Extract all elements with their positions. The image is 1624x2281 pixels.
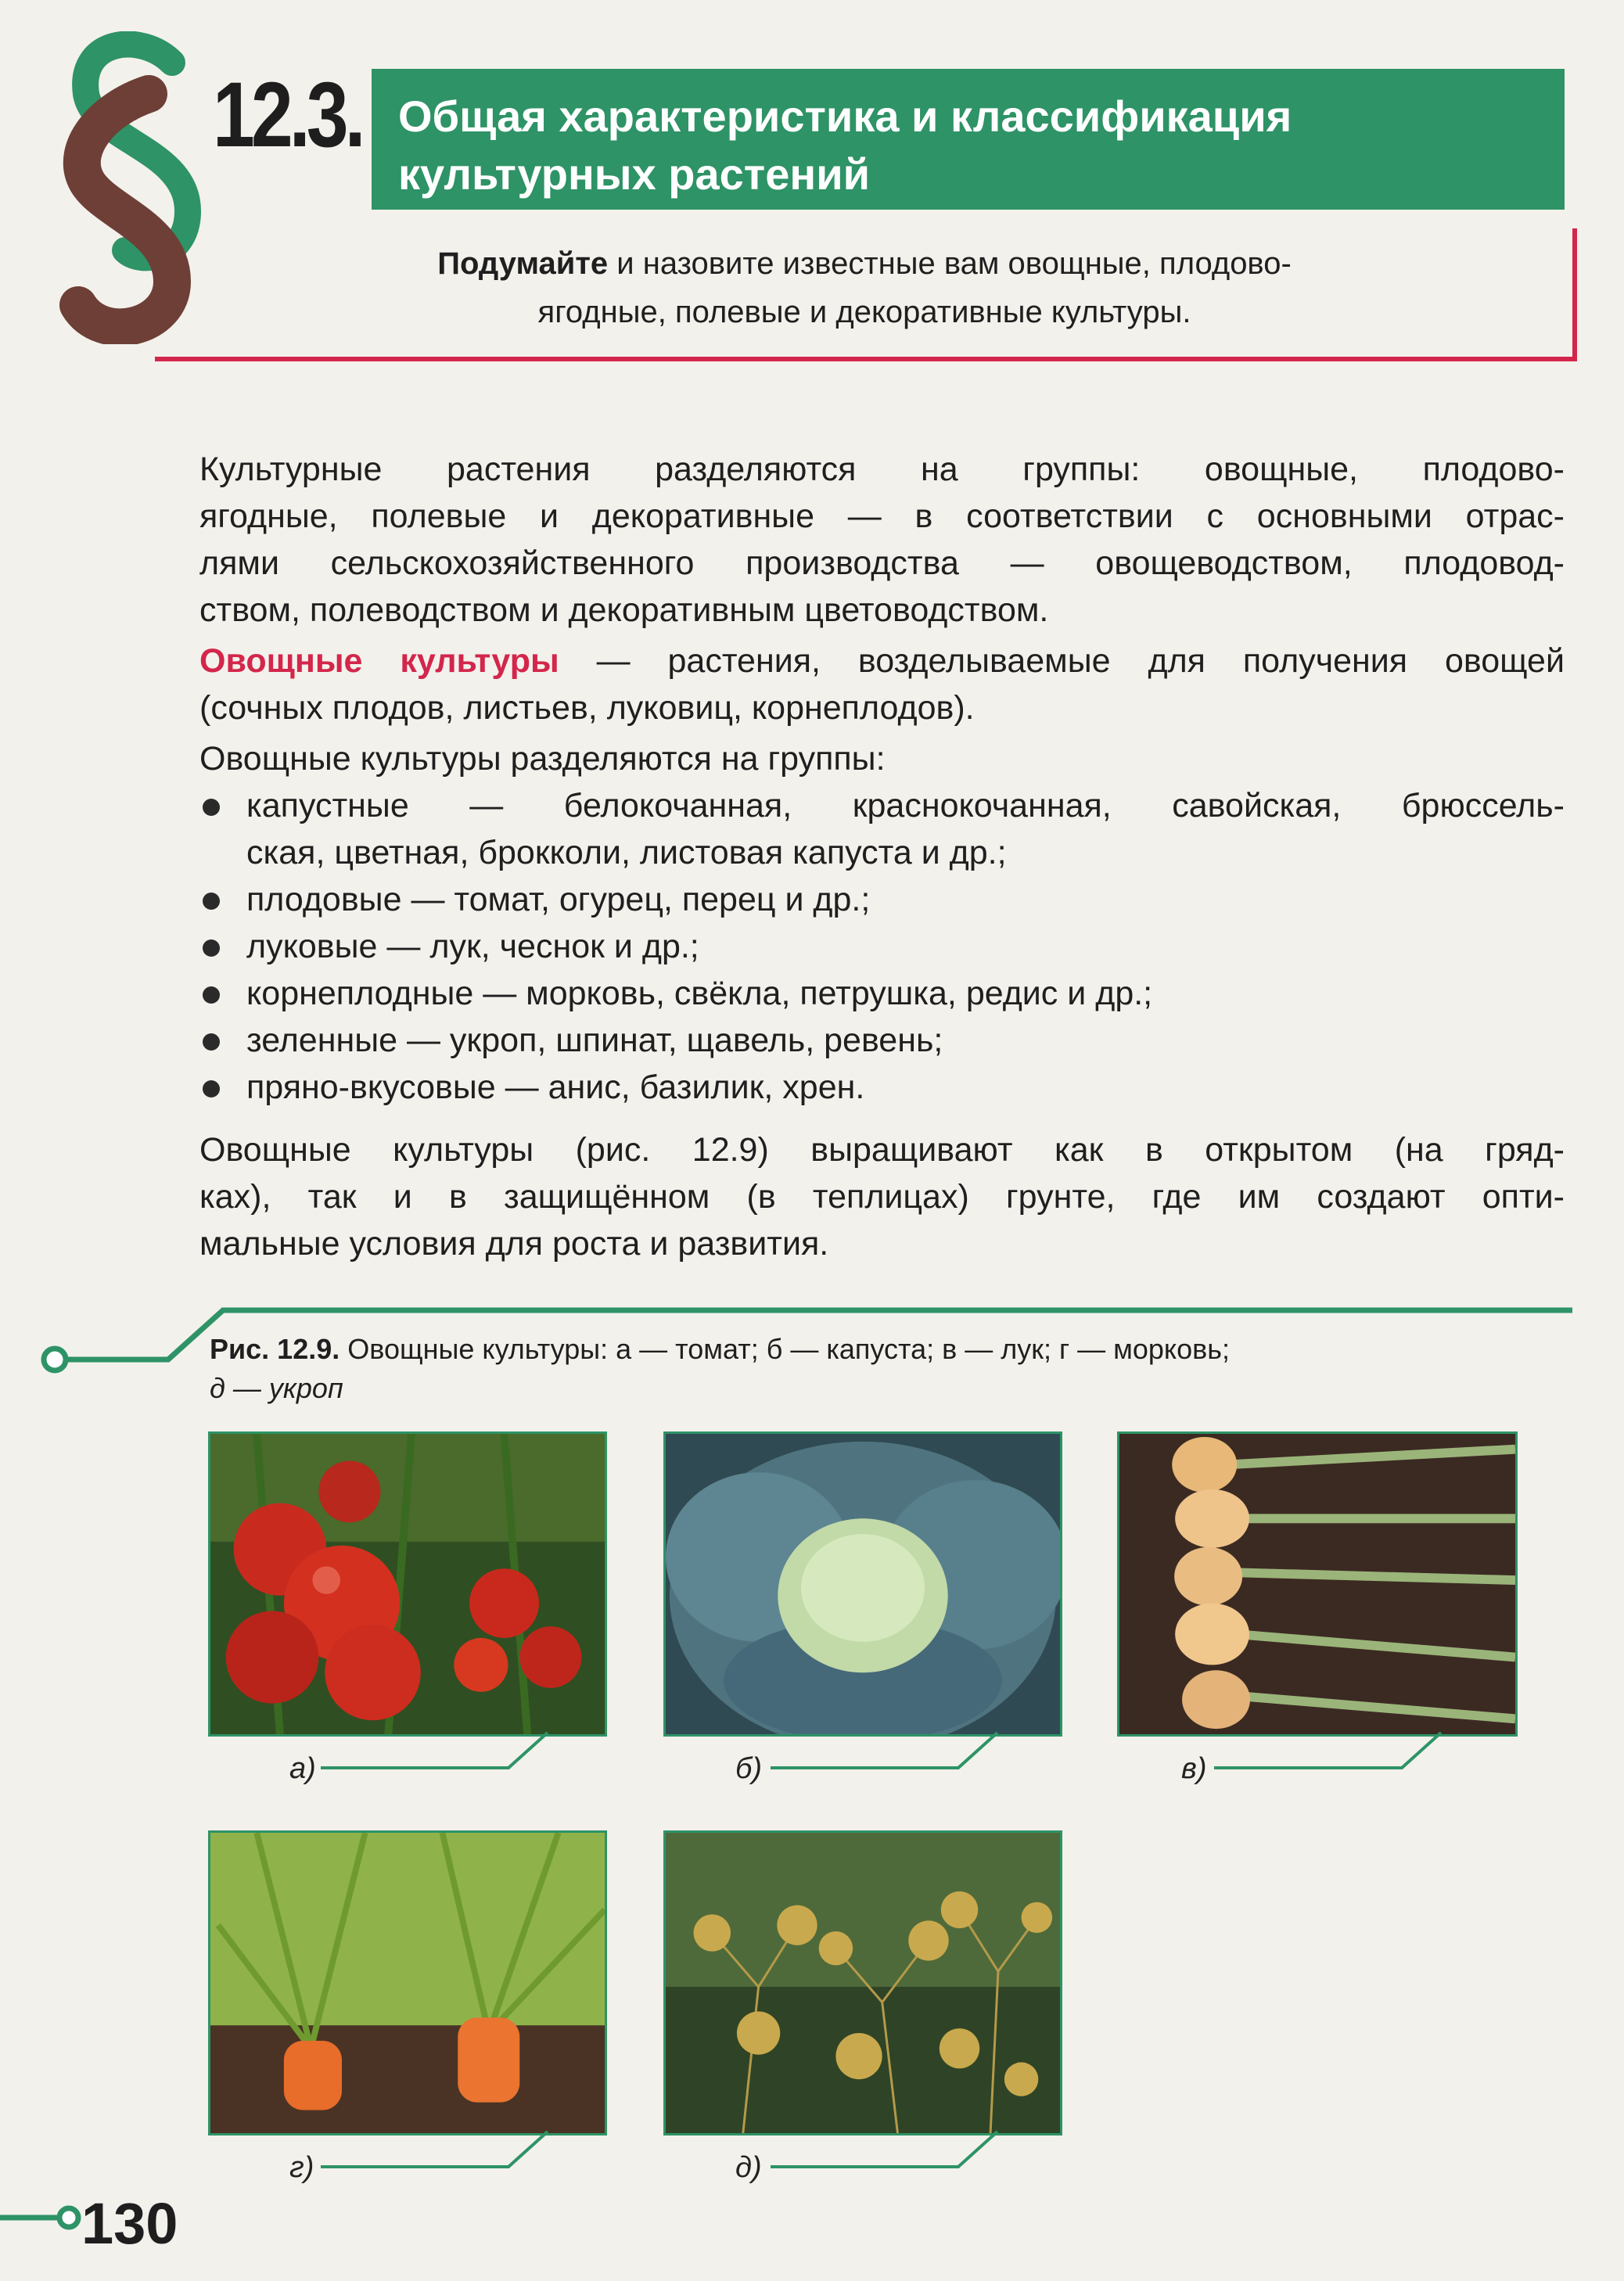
caption-line-1: Овощные культуры: а — томат; б — капуста; в — лук; г — морковь; <box>347 1333 1230 1365</box>
para3-line: Овощные культуры разделяются на группы: <box>199 740 886 778</box>
para1-line: ством, полеводством и декоративным цветоводством. <box>199 591 1049 629</box>
label-connector <box>321 1729 555 1776</box>
think-text-2: ягодные, полевые и декоративные культуры. <box>537 295 1191 329</box>
para1-line: ягодные, полевые и декоративные — в соответствии с основными отрас- <box>199 498 1565 535</box>
photo-dill <box>663 1830 1062 2136</box>
photo-onion <box>1117 1431 1518 1737</box>
paragraph-groups <box>199 735 1565 782</box>
label-connector <box>771 1729 1005 1776</box>
label-connector <box>771 2128 1005 2175</box>
list-item: пряно-вкусовые — анис, базилик, хрен. <box>199 1064 1565 1111</box>
figure-ref: Рис. 12.9. <box>210 1333 340 1365</box>
think-text-1: и назовите известные вам овощные, плодово- <box>608 246 1292 281</box>
title-banner <box>372 69 1565 210</box>
label-connector <box>1214 1729 1449 1776</box>
photo-label-g: г) <box>289 2151 314 2184</box>
page-title <box>398 88 1538 203</box>
para4-line: мальные условия для роста и развития. <box>199 1225 829 1263</box>
term-vegetable-crops: Овощные культуры <box>199 642 559 680</box>
caption-line-2: д — укроп <box>210 1372 343 1404</box>
photo-label-d: д) <box>735 2151 762 2184</box>
photo-label-v: в) <box>1181 1752 1207 1785</box>
photo-label-b: б) <box>735 1752 763 1785</box>
photo-label-a: а) <box>289 1752 316 1785</box>
list-item: плодовые — томат, огурец, перец и др.; <box>199 876 1565 923</box>
page-number: 130 <box>81 2191 178 2256</box>
para1-line: Культурные растения разделяются на группы: овощные, плодово- <box>199 451 1565 488</box>
list-item: капустные — белокочанная, краснокочанная, савойская, брюссель- ская, цветная, брокколи, листовая капуста и др.; <box>199 782 1565 876</box>
think-lead: Подумайте <box>437 246 609 281</box>
section-number: 12.3. <box>213 63 362 167</box>
para4-line: Овощные культуры (рис. 12.9) выращивают как в открытом (на гряд- <box>199 1131 1565 1169</box>
para2-line: (сочных плодов, листьев, луковиц, корнеплодов). <box>199 689 975 727</box>
title-line-2: культурных растений <box>398 149 871 199</box>
figure-caption <box>210 1330 1567 1408</box>
list-item: корнеплодные — морковь, свёкла, петрушка, редис и др.; <box>199 970 1565 1017</box>
paragraph-growing <box>199 1126 1565 1267</box>
para2-text: — растения, возделываемые для получения овощей <box>559 642 1565 680</box>
list-item: зеленные — укроп, шпинат, щавель, ревень; <box>199 1017 1565 1064</box>
think-prompt <box>196 239 1533 336</box>
photo-cabbage <box>663 1431 1062 1737</box>
photo-carrot <box>208 1830 607 2136</box>
page-number-marker <box>0 2182 86 2253</box>
para1-line: лями сельскохозяйственного производства — овощеводством, плодовод- <box>199 544 1565 582</box>
photo-tomato <box>208 1431 607 1737</box>
list-item: луковые — лук, чеснок и др.; <box>199 923 1565 970</box>
label-connector <box>321 2128 555 2175</box>
paragraph-definition <box>199 638 1565 731</box>
title-line-1: Общая характеристика и классификация <box>398 92 1292 141</box>
para4-line: ках), так и в защищённом (в теплицах) грунте, где им создают опти- <box>199 1178 1565 1216</box>
paragraph-intro <box>199 446 1565 634</box>
groups-list <box>199 782 1565 1111</box>
